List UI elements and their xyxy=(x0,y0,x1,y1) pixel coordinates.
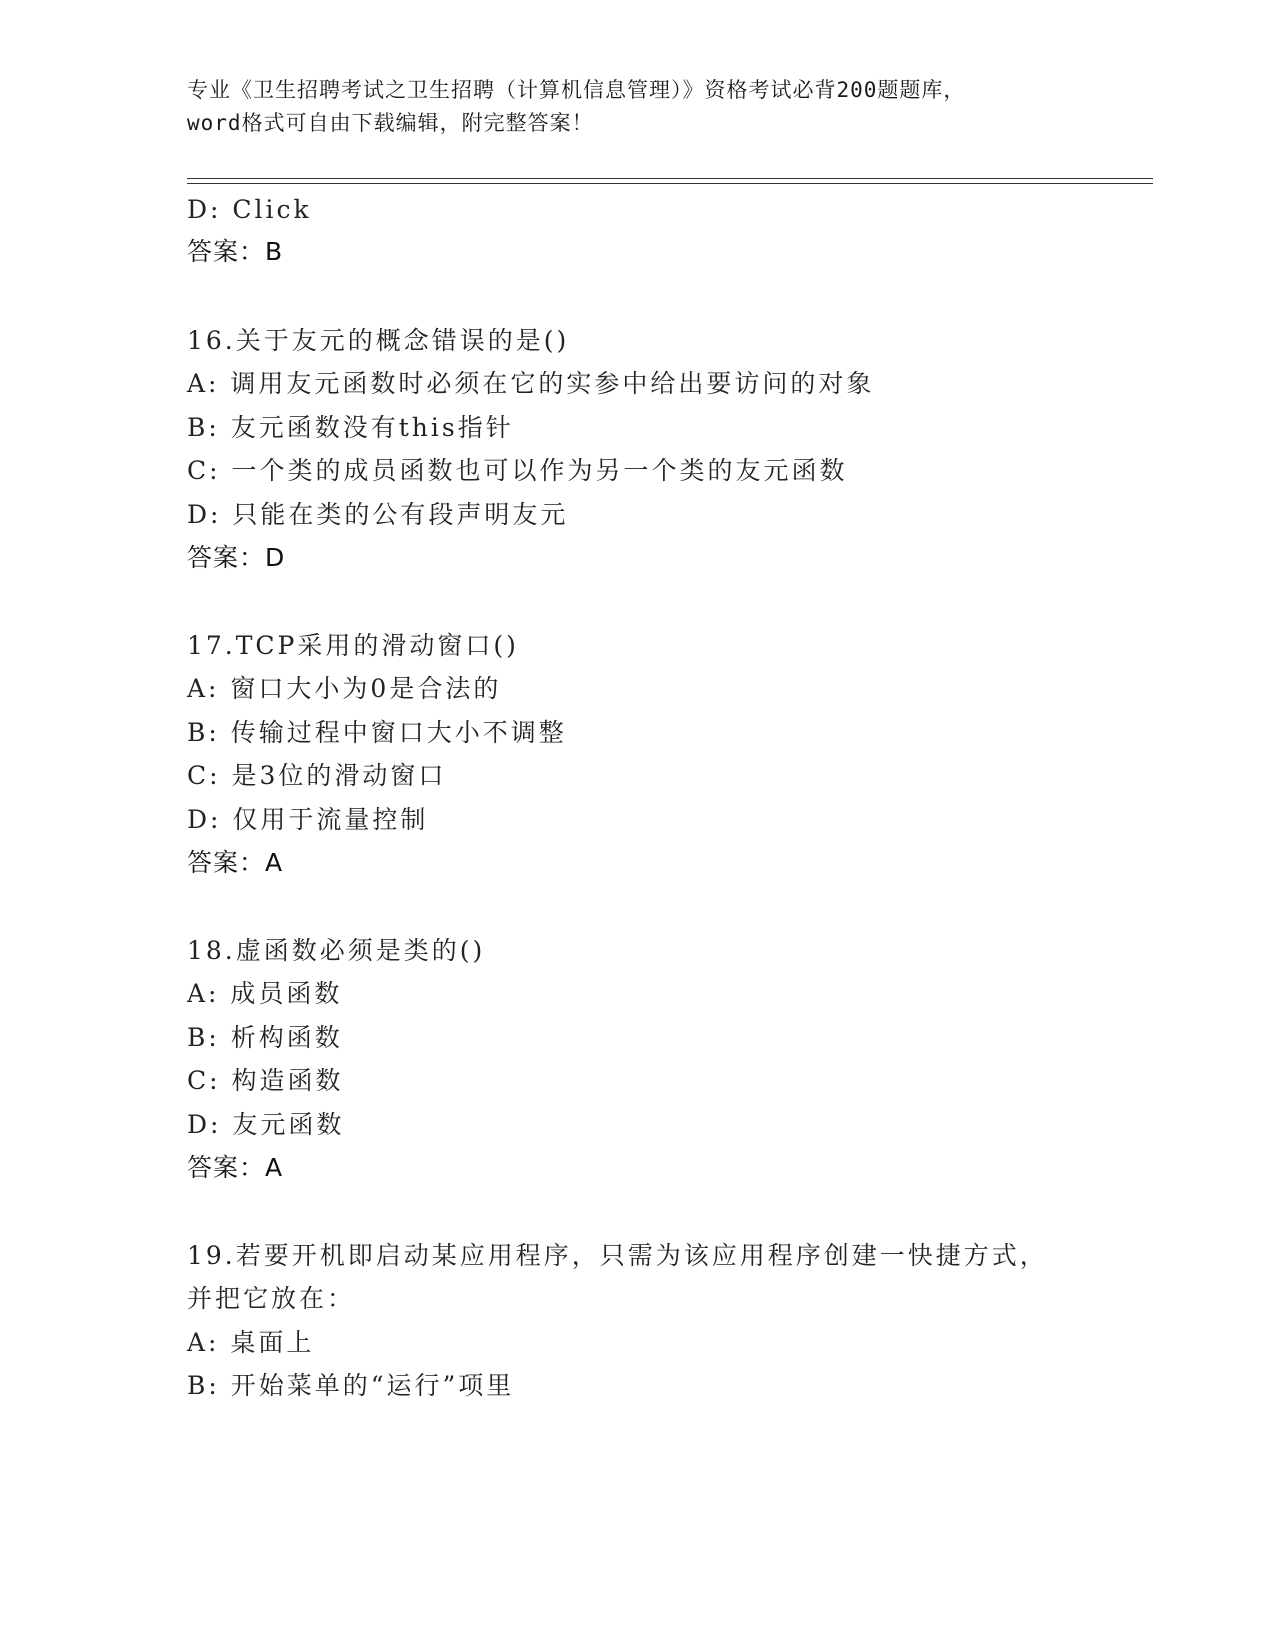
header-line-2: word格式可自由下载编辑，附完整答案！ xyxy=(187,111,594,135)
q17-option-d: D: 仅用于流量控制 xyxy=(187,805,429,834)
header-line-1: 专业《卫生招聘考试之卫生招聘（计算机信息管理）》资格考试必背200题题库， xyxy=(187,78,966,102)
q18-option-d: D: 友元函数 xyxy=(187,1110,345,1139)
q16-option-d: D: 只能在类的公有段声明友元 xyxy=(187,500,569,529)
q16-option-a: A: 调用友元函数时必须在它的实参中给出要访问的对象 xyxy=(187,369,875,398)
q16-option-c: C: 一个类的成员函数也可以作为另一个类的友元函数 xyxy=(187,456,848,485)
header-divider-bottom xyxy=(187,183,1153,184)
document-header xyxy=(187,74,1087,140)
q19-option-b: B: 开始菜单的“运行”项里 xyxy=(187,1371,515,1400)
q19-option-a: A: 桌面上 xyxy=(187,1328,315,1357)
q16-stem: 16.关于友元的概念错误的是() xyxy=(187,326,570,355)
q19-stem-line-1: 19.若要开机即启动某应用程序，只需为该应用程序创建一快捷方式， xyxy=(187,1241,1048,1270)
q16-answer: 答案：D xyxy=(187,543,286,572)
prev-option-d: D: Click xyxy=(187,195,312,224)
q18-option-a: A: 成员函数 xyxy=(187,979,343,1008)
q18-stem: 18.虚函数必须是类的() xyxy=(187,936,486,965)
q18-option-b: B: 析构函数 xyxy=(187,1023,343,1052)
q17-stem: 17.TCP采用的滑动窗口() xyxy=(187,631,519,660)
q17-option-c: C: 是3位的滑动窗口 xyxy=(187,761,447,790)
q16-option-b: B: 友元函数没有this指针 xyxy=(187,413,514,442)
q17-answer: 答案：A xyxy=(187,848,284,877)
q18-option-c: C: 构造函数 xyxy=(187,1066,344,1095)
q17-option-b: B: 传输过程中窗口大小不调整 xyxy=(187,718,567,747)
q19-stem-line-2: 并把它放在： xyxy=(187,1284,356,1313)
q17-option-a: A: 窗口大小为0是合法的 xyxy=(187,674,502,703)
header-divider-top xyxy=(187,178,1153,179)
prev-answer: 答案：B xyxy=(187,237,284,266)
q18-answer: 答案：A xyxy=(187,1153,284,1182)
